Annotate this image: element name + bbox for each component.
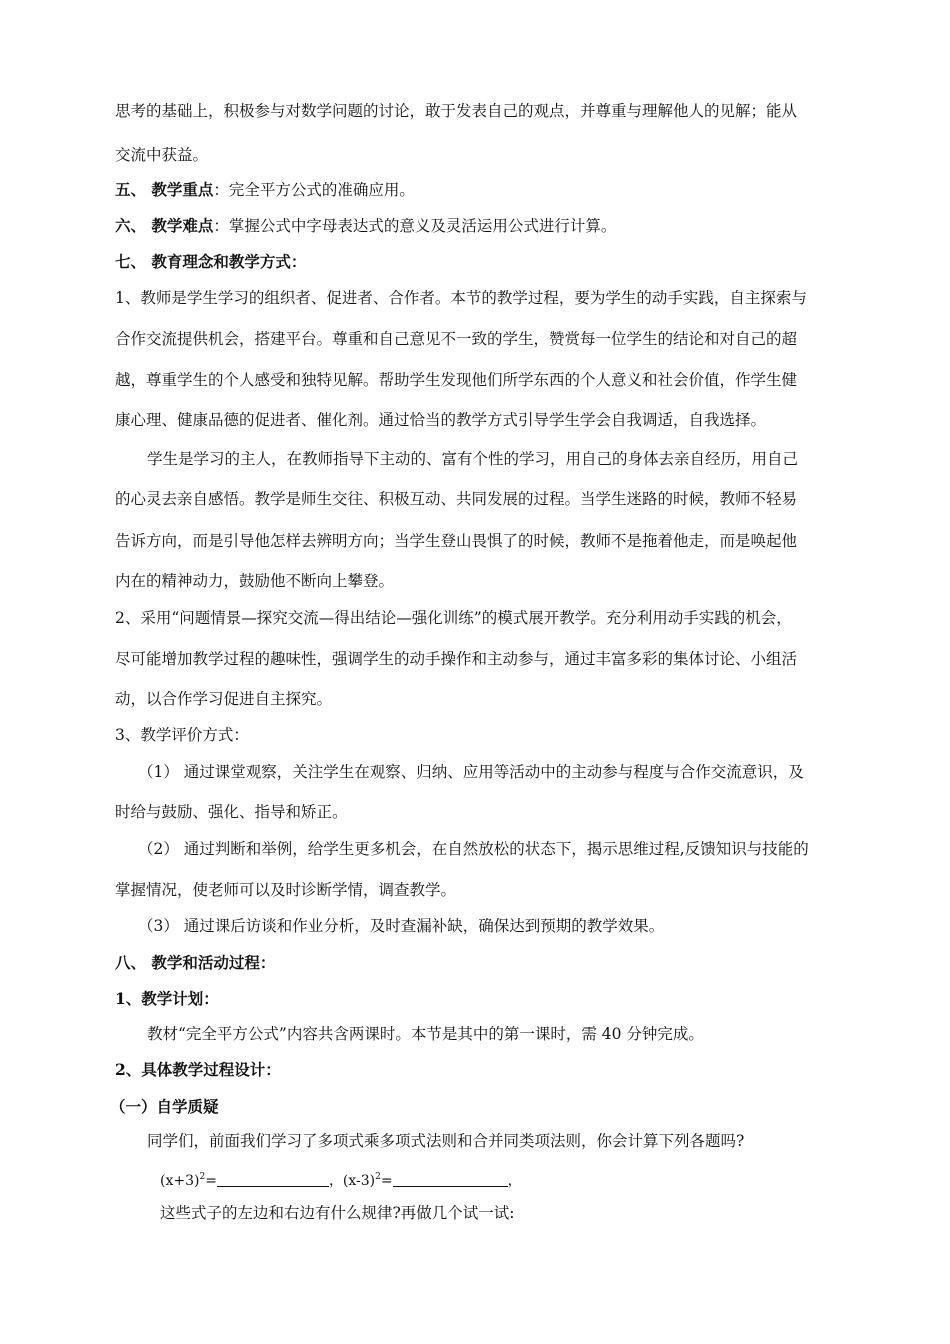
answer-blank (393, 1172, 508, 1187)
exponent: 2 (199, 1172, 206, 1182)
paragraph-line: 学生是学习的主人，在教师指导下主动的、富有个性的学习，用自己的身体去亲自经历，用自己 (147, 450, 799, 468)
paragraph-line: 3、教学评价方式： (115, 726, 249, 744)
list-item: （1） 通过课堂观察，关注学生在观察、归纳、应用等活动中的主动参与程度与合作交流意识，及 (138, 763, 804, 781)
paragraph-line: 的心灵去亲自感悟。教学是师生交往、积极互动、共同发展的过程。当学生迷路的时候，教师不轻易 (115, 490, 798, 508)
paragraph-line: 尽可能增加教学过程的趣味性，强调学生的动手操作和主动参与，通过丰富多彩的集体讨论、小组活 (115, 650, 798, 668)
section-heading: 八、 教学和活动过程： (115, 953, 276, 972)
paragraph-line: 告诉方向，而是引导他怎样去辨明方向；当学生登山畏惧了的时候，教师不是拖着他走，而是唤起他 (115, 532, 798, 550)
section-text: ：掌握公式中字母表达式的意义及灵活运用公式进行计算。 (213, 217, 617, 235)
paragraph-line: 思考的基础上，积极参与对数学问题的讨论，敢于发表自己的观点，并尊重与理解他人的见解；能从 (115, 102, 798, 120)
section-six-line (115, 215, 616, 237)
expression: ，(x-3) (328, 1173, 376, 1189)
paragraph-line: 越，尊重学生的个人感受和独特见解。帮助学生发现他们所学东西的个人意义和社会价值，作学生健 (115, 371, 798, 389)
exponent: 2 (375, 1172, 381, 1182)
paragraph-line: 掌握情况，使老师可以及时诊断学情，调查教学。 (115, 881, 457, 899)
list-item: （2） 通过判断和举例，给学生更多机会，在自然放松的状态下，揭示思维过程,反馈知识与技能的 (138, 840, 809, 858)
section-text: ：完全平方公式的准确应用。 (213, 181, 415, 199)
section-heading: 七、 教育理念和教学方式： (115, 252, 307, 271)
paragraph-line: 教材“完全平方公式”内容共含两课时。本节是其中的第一课时，需 40 分钟完成。 (147, 1025, 704, 1043)
section-heading: 六、 教学难点 (115, 216, 214, 235)
expression: (x+3) (160, 1173, 200, 1189)
equals-sign: = (205, 1173, 217, 1189)
subsection-heading: 1、教学计划： (115, 989, 219, 1008)
paragraph-line: 时给与鼓励、强化、指导和矫正。 (115, 803, 348, 821)
exercise-line (160, 1166, 522, 1192)
answer-blank (217, 1172, 329, 1187)
paragraph-line: 1、教师是学生学习的组织者、促进者、合作者。本节的教学过程，要为学生的动手实践，自主探索与 (115, 289, 807, 307)
paragraph-line: 内在的精神动力，鼓励他不断向上攀登。 (115, 572, 395, 590)
section-heading: 五、 教学重点 (115, 180, 214, 199)
list-item: （3） 通过课后访谈和作业分析，及时查漏补缺，确保达到预期的教学效果。 (138, 917, 665, 935)
section-five-line (115, 179, 415, 201)
subsection-heading: （一）自学质疑 (110, 1097, 219, 1116)
paragraph-line: 动，以合作学习促进自主探究。 (115, 690, 333, 708)
punctuation: ， (507, 1173, 522, 1189)
paragraph-line: 交流中获益。 (115, 146, 209, 164)
paragraph-line: 这些式子的左边和右边有什么规律?再做几个试一试: (160, 1204, 515, 1222)
equals-sign: = (380, 1173, 393, 1189)
paragraph-line: 合作交流提供机会，搭建平台。尊重和自己意见不一致的学生，赞赏每一位学生的结论和对自己的超 (115, 330, 798, 348)
subsection-heading: 2、具体教学过程设计： (115, 1060, 281, 1079)
paragraph-line: 2、采用“问题情景—探究交流—得出结论—强化训练”的模式展开教学。充分利用动手实践的机会， (115, 609, 792, 627)
paragraph-line: 同学们，前面我们学习了多项式乘多项式法则和合并同类项法则，你会计算下列各题吗? (147, 1132, 745, 1150)
paragraph-line: 康心理、健康品德的促进者、催化剂。通过恰当的教学方式引导学生学会自我调适，自我选择。 (115, 411, 767, 429)
